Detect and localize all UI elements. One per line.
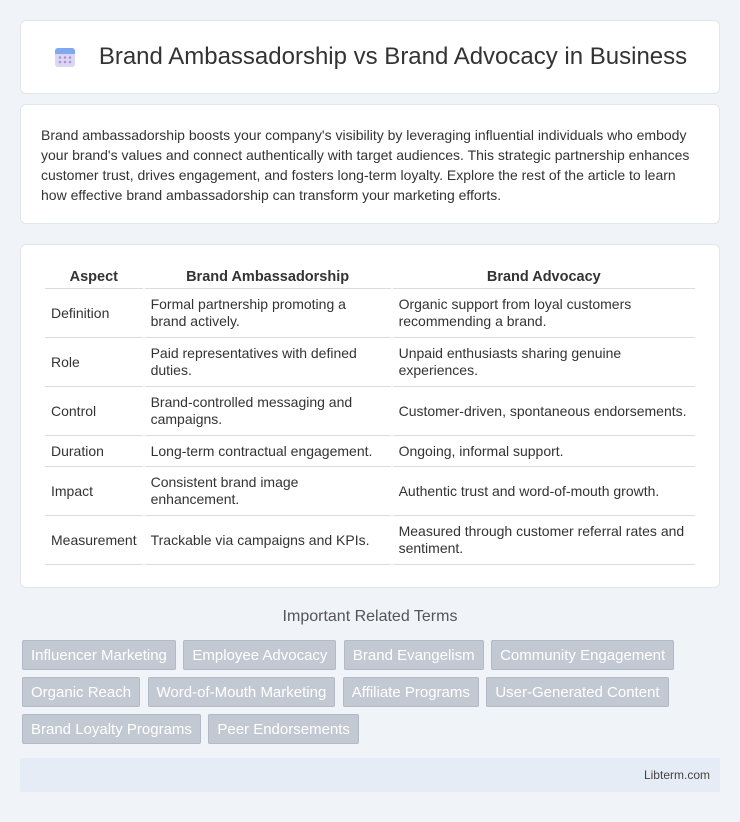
related-term-tag[interactable]: User-Generated Content (486, 677, 668, 707)
related-terms-title: Important Related Terms (282, 608, 458, 625)
table-row (45, 436, 695, 467)
comparison-table (43, 265, 697, 565)
column-header: Brand Advocacy (393, 265, 695, 289)
table-row (45, 467, 695, 516)
related-term-tag[interactable]: Word-of-Mouth Marketing (148, 677, 336, 707)
table-row (45, 516, 695, 565)
table-cell: Duration (45, 436, 143, 467)
table-cell: Control (45, 387, 143, 436)
table-cell: Brand-controlled messaging and campaigns. (145, 387, 391, 436)
related-term-tag[interactable]: Influencer Marketing (22, 640, 176, 670)
column-header: Brand Ambassadorship (145, 265, 391, 289)
table-row (45, 338, 695, 387)
calendar-icon (53, 45, 77, 69)
table-cell: Measurement (45, 516, 143, 565)
table-cell: Customer-driven, spontaneous endorsements. (393, 387, 695, 436)
related-term-tag[interactable]: Brand Loyalty Programs (22, 714, 201, 744)
page-title: Brand Ambassadorship vs Brand Advocacy in Business (98, 43, 688, 70)
table-cell: Authentic trust and word-of-mouth growth. (393, 467, 695, 516)
table-cell: Impact (45, 467, 143, 516)
table-cell: Organic support from loyal customers recommending a brand. (393, 289, 695, 338)
table-cell: Role (45, 338, 143, 387)
table-cell: Trackable via campaigns and KPIs. (145, 516, 391, 565)
footer-site-link[interactable]: Libterm.com (643, 768, 710, 782)
related-term-tag[interactable]: Affiliate Programs (343, 677, 479, 707)
table-cell: Paid representatives with defined duties. (145, 338, 391, 387)
related-terms-list (22, 640, 722, 751)
comparison-section (20, 244, 720, 588)
table-row (45, 387, 695, 436)
column-header: Aspect (45, 265, 143, 289)
table-cell: Ongoing, informal support. (393, 436, 695, 467)
footer (20, 758, 720, 792)
intro-text: Brand ambassadorship boosts your company's visibility by leveraging influential individuals who embody your brand's values and connect authentically with target audiences. This strategic partnership enhances customer trust, drives engagement, and fosters long-term loyalty. Explore the rest of the article to learn how effective brand ambassadorship can transform your marketing efforts. (41, 127, 690, 203)
related-term-tag[interactable]: Community Engagement (491, 640, 674, 670)
table-cell: Unpaid enthusiasts sharing genuine experiences. (393, 338, 695, 387)
intro-section (20, 104, 720, 224)
table-cell: Long-term contractual engagement. (145, 436, 391, 467)
table-cell: Definition (45, 289, 143, 338)
related-term-tag[interactable]: Organic Reach (22, 677, 140, 707)
table-row (45, 289, 695, 338)
related-term-tag[interactable]: Peer Endorsements (208, 714, 359, 744)
related-term-tag[interactable]: Brand Evangelism (344, 640, 484, 670)
table-cell: Measured through customer referral rates and sentiment. (393, 516, 695, 565)
table-cell: Formal partnership promoting a brand actively. (145, 289, 391, 338)
table-cell: Consistent brand image enhancement. (145, 467, 391, 516)
page-header (20, 20, 720, 94)
related-term-tag[interactable]: Employee Advocacy (183, 640, 336, 670)
table-header-row (45, 265, 695, 289)
